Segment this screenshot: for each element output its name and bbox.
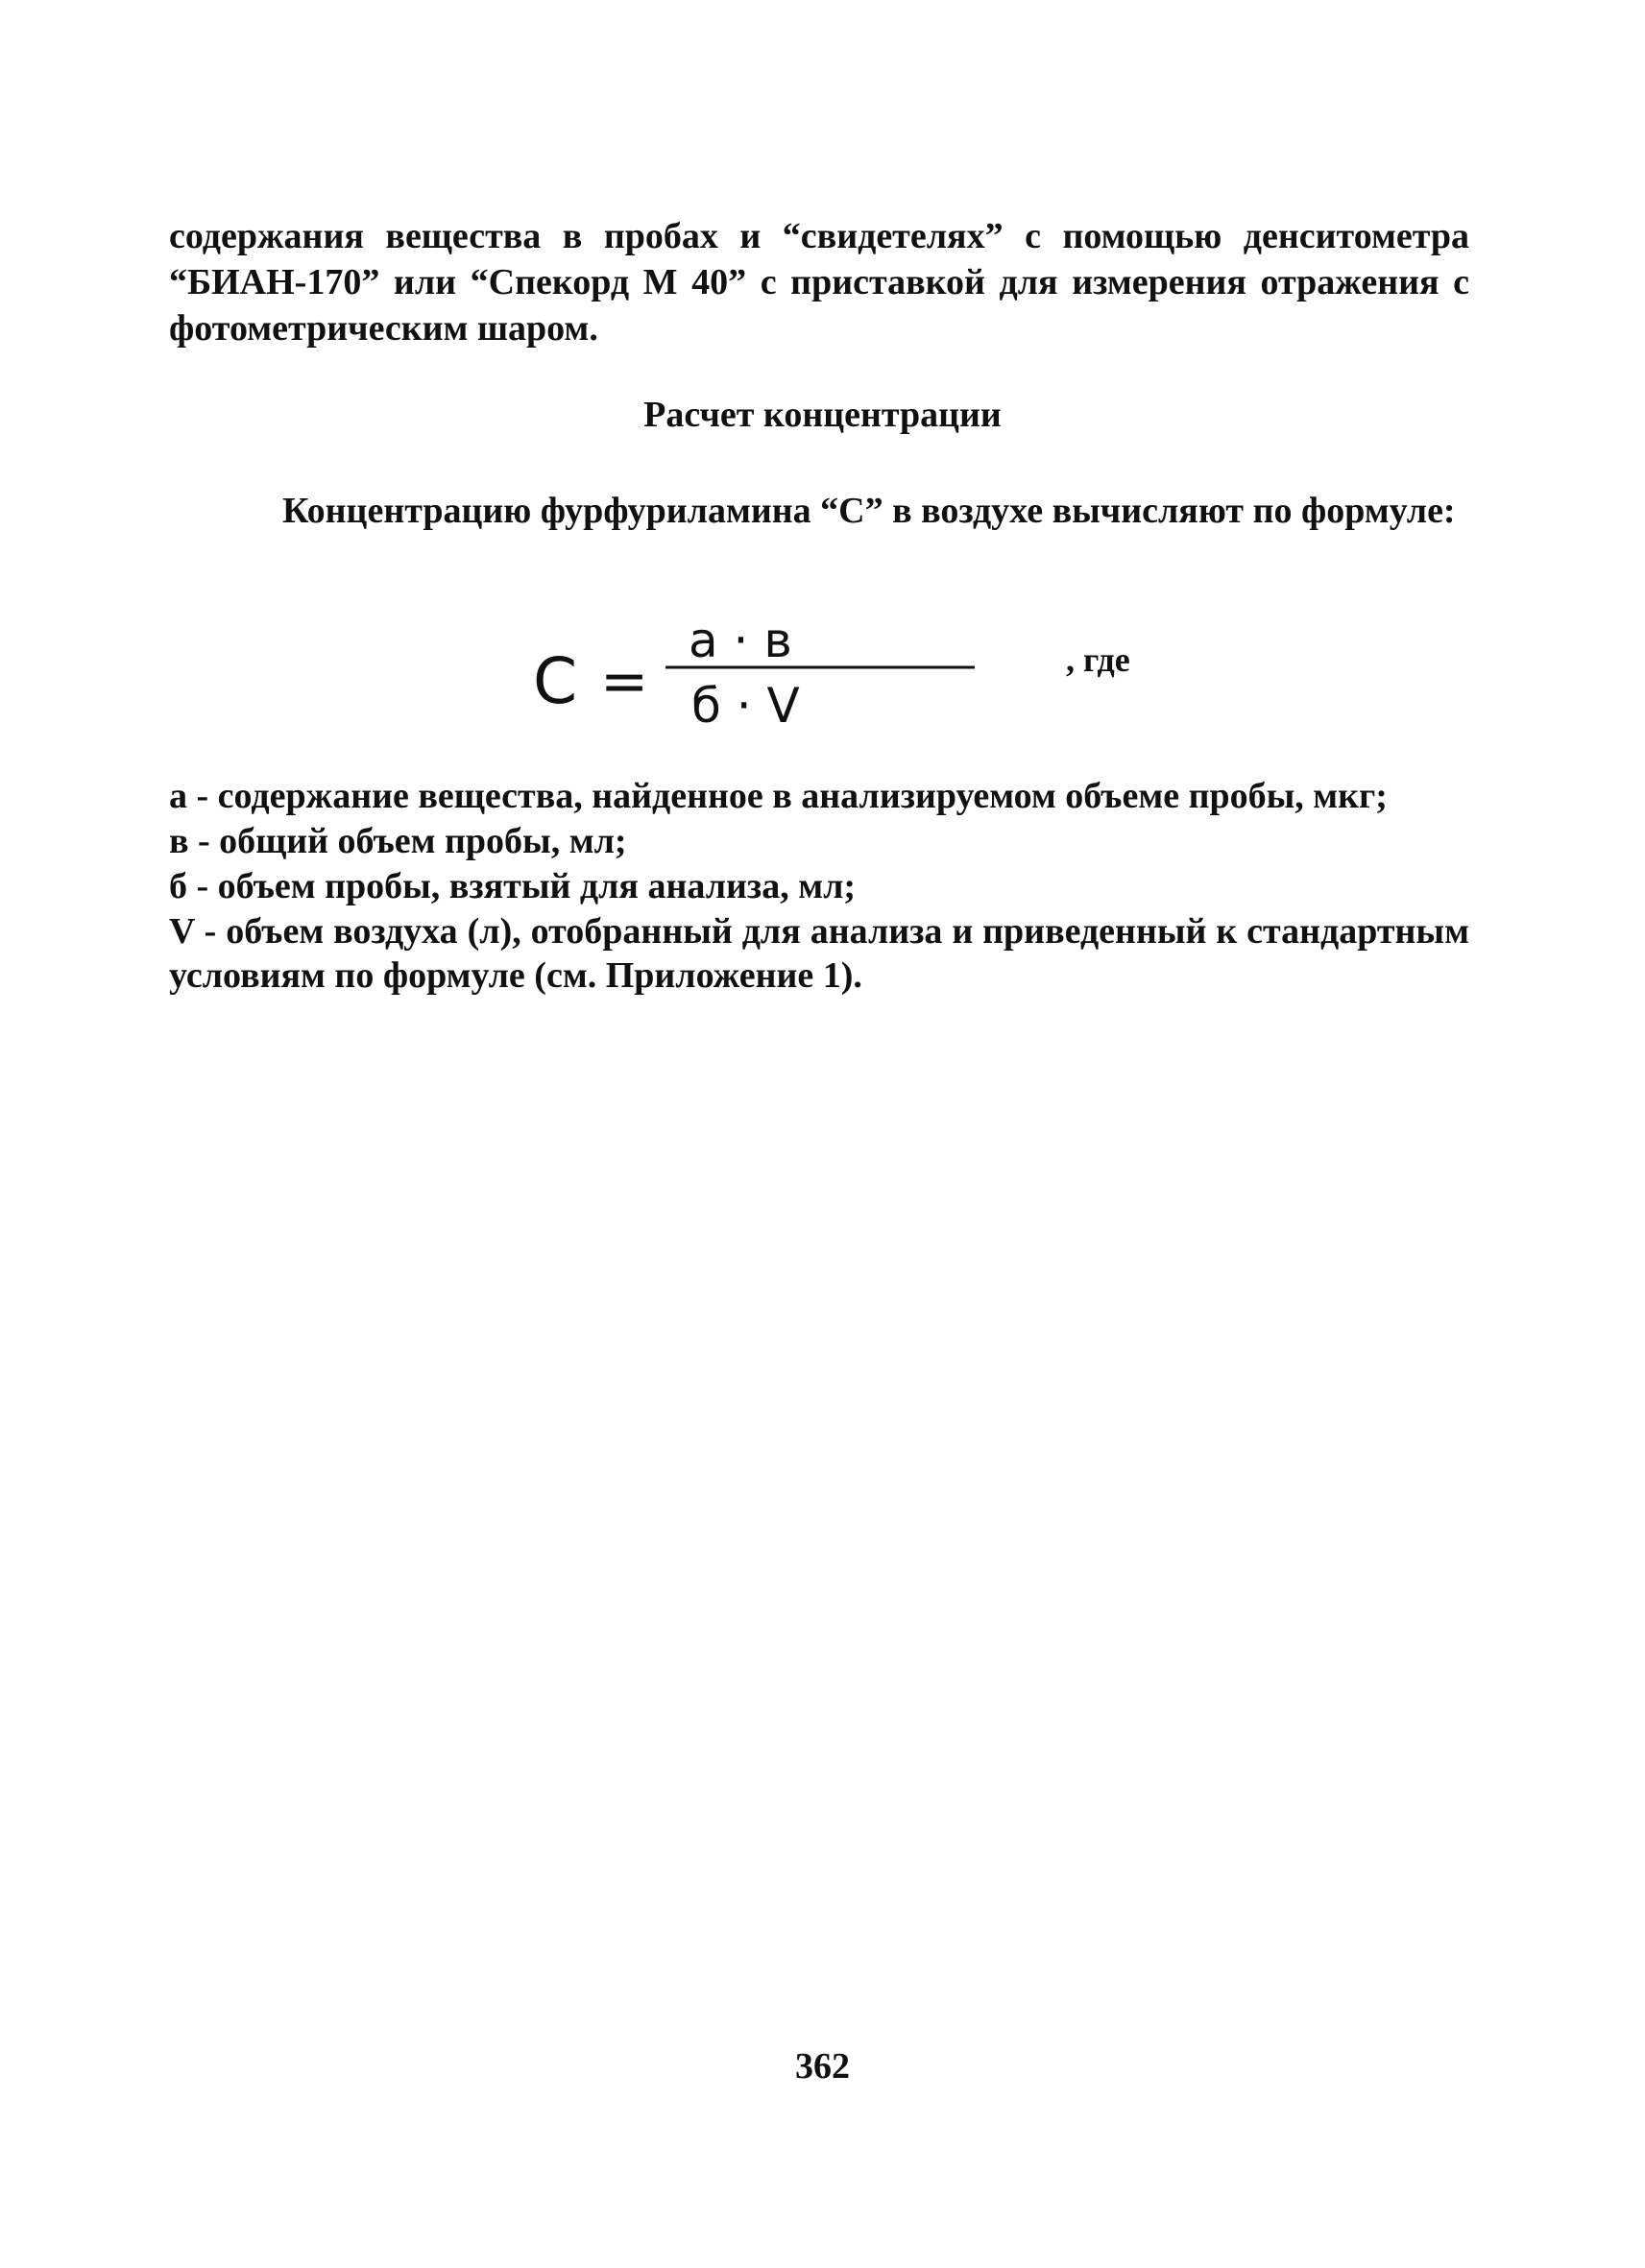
definition-v-total: в - общий объем пробы, мл;	[169, 821, 627, 861]
definition-v-air: V - объем воздуха (л), отобранный для анализа и приведенный к стандартным условиям по формуле (см. Приложение 1).	[169, 911, 1469, 996]
formula-denominator: б · V	[691, 678, 800, 734]
definition-a: а - содержание вещества, найденное в анализируемом объеме пробы, мкг;	[169, 776, 1388, 816]
intro-paragraph: содержания вещества в пробах и “свидетелях” с помощью денситометра “БИАН-170” или “Спекорд М 40” с приставкой для измерения отражения с фотометрическим шаром.	[169, 216, 1469, 349]
definition-b: б - объем пробы, взятый для анализа, мл;	[169, 866, 857, 906]
section-heading: Расчет концентрации	[643, 395, 1002, 435]
page-number: 362	[795, 2046, 850, 2087]
formula-lhs: C	[533, 644, 578, 718]
formula-intro-paragraph: Концентрацию фурфуриламина “С” в воздухе вычисляют по формуле:	[282, 491, 1456, 531]
formula-where-label: , где	[1066, 640, 1130, 679]
formula-equals: =	[600, 648, 649, 715]
formula-numerator: a · в	[689, 615, 792, 668]
variable-definitions	[169, 774, 1469, 999]
